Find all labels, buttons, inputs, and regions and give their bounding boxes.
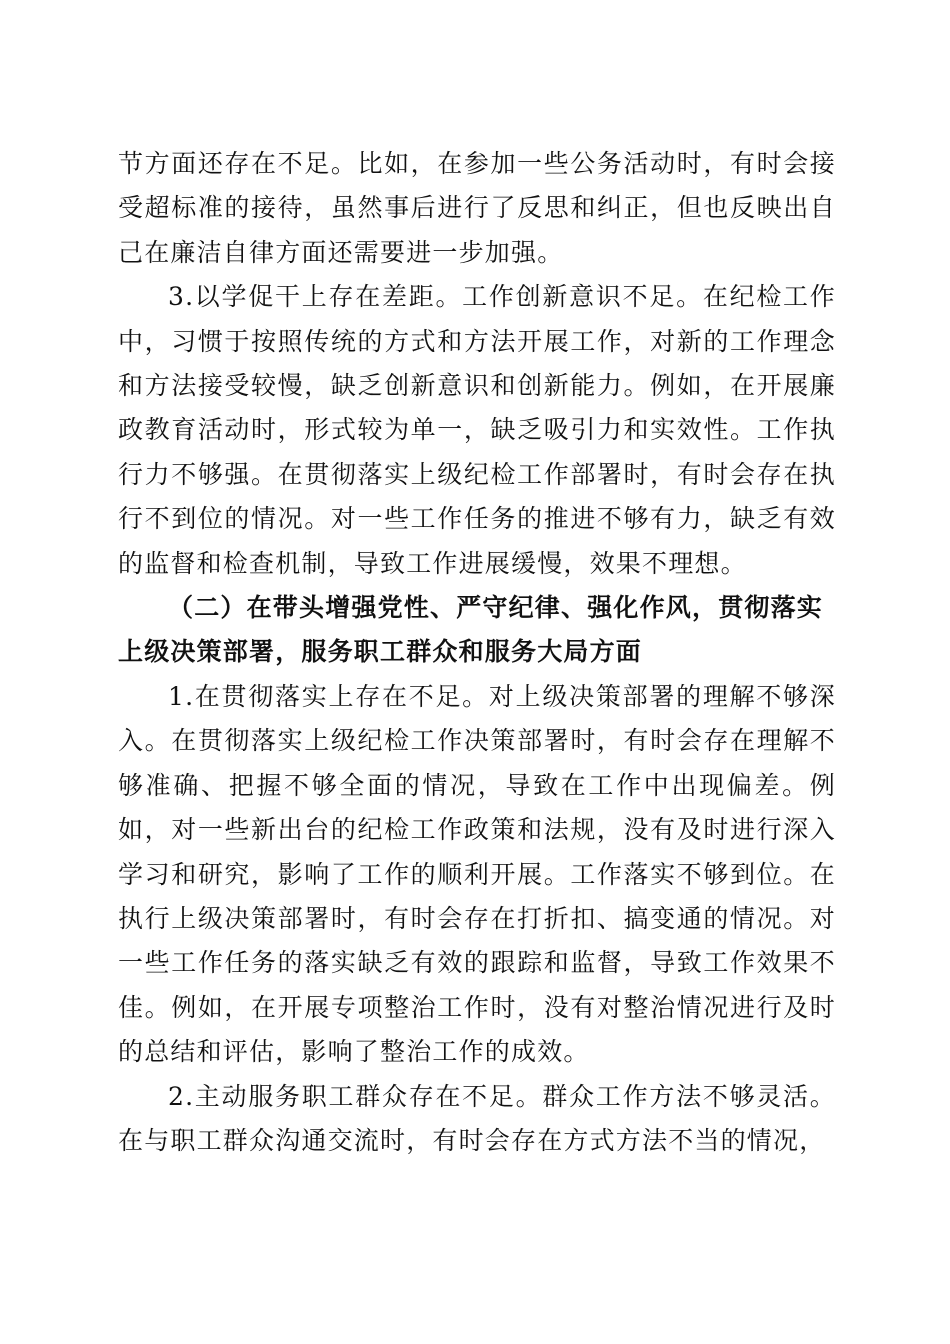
paragraph-item-1: 1.在贯彻落实上存在不足。对上级决策部署的理解不够深入。在贯彻落实上级纪检工作决策部署时，有时会存在理解不够准确、把握不够全面的情况，导致在工作中出现偏差。例如，对一些新出台的纪检工作政策和法规，没有及时进行深入学习和研究，影响了工作的顺利开展。工作落实不够到位。在执行上级决策部署时，有时会存在打折扣、搞变通的情况。对一些工作任务的落实缺乏有效的跟踪和监督，导致工作效果不佳。例如，在开展专项整治工作时，没有对整治情况进行及时的总结和评估，影响了整治工作的成效。 bbox=[118, 681, 836, 1067]
paragraph-item-2: 2.主动服务职工群众存在不足。群众工作方法不够灵活。在与职工群众沟通交流时，有时会存在方式方法不当的情况， bbox=[118, 1081, 836, 1155]
paragraph-continuation: 节方面还存在不足。比如，在参加一些公务活动时，有时会接受超标准的接待，虽然事后进行了反思和纠正，但也反映出自己在廉洁自律方面还需要进一步加强。 bbox=[118, 149, 836, 267]
paragraph-item-3: 3.以学促干上存在差距。工作创新意识不足。在纪检工作中，习惯于按照传统的方式和方法开展工作，对新的工作理念和方法接受较慢，缺乏创新意识和创新能力。例如，在开展廉政教育活动时，形式较为单一，缺乏吸引力和实效性。工作执行力不够强。在贯彻落实上级纪检工作部署时，有时会存在执行不到位的情况。对一些工作任务的推进不够有力，缺乏有效的监督和检查机制，导致工作进展缓慢，效果不理想。 bbox=[118, 282, 836, 578]
section-heading-2: （二）在带头增强党性、严守纪律、强化作风，贯彻落实上级决策部署，服务职工群众和服务大局方面 bbox=[118, 593, 824, 667]
body-text bbox=[118, 142, 836, 1163]
